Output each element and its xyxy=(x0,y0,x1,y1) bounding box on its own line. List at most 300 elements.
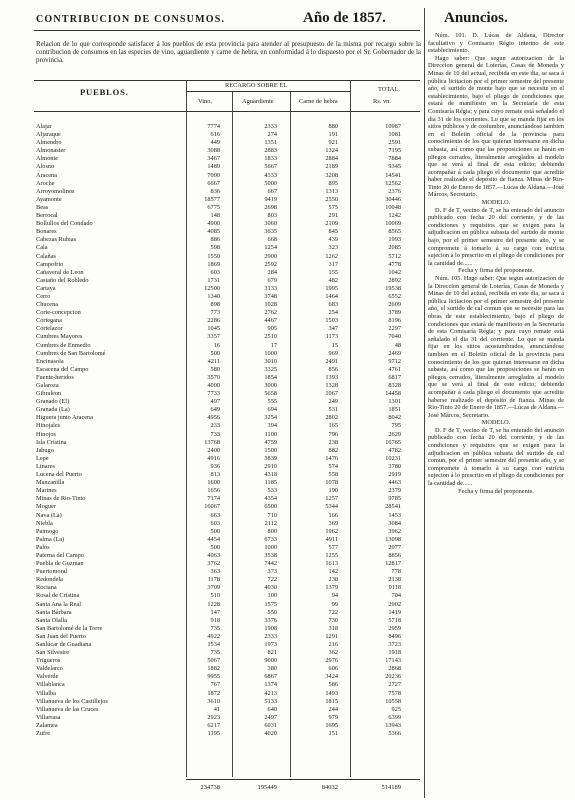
table-row xyxy=(0,325,420,333)
vino-value: 663 xyxy=(210,511,220,519)
pueblo-name: Santa Ana la Real xyxy=(36,600,81,608)
table-row xyxy=(0,479,420,487)
aguardiente-value: 1000 xyxy=(264,349,277,357)
table-top-rule xyxy=(34,80,420,81)
vino-value: 3762 xyxy=(207,560,220,568)
table-row xyxy=(0,212,420,220)
total-value: 9785 xyxy=(388,495,401,503)
table-row xyxy=(0,681,420,689)
pueblo-name: Beas xyxy=(36,203,49,211)
table-row xyxy=(0,495,420,503)
total-value: 10987 xyxy=(385,123,401,130)
aguardiente-value: 3325 xyxy=(264,365,277,373)
total-value: 8196 xyxy=(388,317,401,325)
pueblo-name: Valdelarco xyxy=(36,665,63,673)
aguardiente-value: 2333 xyxy=(264,632,277,640)
aguardiente-value: 4020 xyxy=(264,730,277,738)
total-value: 2376 xyxy=(388,187,401,195)
total-value: 3723 xyxy=(388,641,401,648)
vino-value: 6667 xyxy=(207,179,220,187)
table-row xyxy=(0,447,420,455)
recargo-rule xyxy=(186,91,350,92)
pueblo-name: San Silvestre xyxy=(36,649,70,657)
vino-value: 603 xyxy=(210,519,220,527)
vino-value: 5067 xyxy=(207,657,220,665)
total-value: 12562 xyxy=(385,179,401,187)
vino-value: 886 xyxy=(210,236,220,244)
vino-value: 735 xyxy=(210,624,220,632)
carne-value: 558 xyxy=(328,471,338,479)
table-row xyxy=(0,204,420,212)
pueblo-name: Cala xyxy=(36,244,48,252)
carne-value: 482 xyxy=(328,276,338,284)
pueblo-name: Palma (La) xyxy=(36,535,65,543)
pueblo-name: Isla Cristina xyxy=(36,438,67,446)
aguardiente-value: 3060 xyxy=(264,220,277,228)
pueblo-name: Higuera junto Aracena xyxy=(36,414,93,422)
total-value: 2469 xyxy=(388,349,401,357)
pueblo-name: Zalamea xyxy=(36,721,58,729)
carne-value: 369 xyxy=(328,519,338,527)
aguardiente-value: 1000 xyxy=(264,543,277,551)
aguardiente-value: 3748 xyxy=(264,292,277,300)
table-body xyxy=(0,123,420,738)
pueblo-name: Cortegana xyxy=(36,317,62,325)
vino-value: 4454 xyxy=(207,535,220,543)
aguardiente-value: 1575 xyxy=(264,600,277,608)
total-value: 9345 xyxy=(388,163,401,171)
announcement-1-header: Núm. 101. D. Lúcas de Aldana, Director facultativo y Comisario Régio interino de este establecimiento. xyxy=(428,32,564,55)
vino-value: 598 xyxy=(210,244,220,252)
vino-value: 7774 xyxy=(207,123,220,130)
carne-value: 249 xyxy=(328,398,338,406)
aguardiente-value: 4030 xyxy=(264,584,277,592)
aguardiente-value: 6500 xyxy=(264,503,277,511)
aguardiente-value: 668 xyxy=(267,236,277,244)
total-aguardiente: 195449 xyxy=(257,784,277,791)
total-value: 1918 xyxy=(388,649,401,657)
table-row xyxy=(0,236,420,244)
year-heading: Año de 1857. xyxy=(303,10,386,26)
aguardiente-value: 2333 xyxy=(264,123,277,130)
pueblo-name: Bonares xyxy=(36,228,57,236)
carne-value: 575 xyxy=(328,203,338,211)
aguardiente-value: 380 xyxy=(267,665,277,673)
table-row xyxy=(0,309,420,317)
pueblo-name: Alajar xyxy=(36,123,52,130)
vino-value: 1178 xyxy=(207,576,220,584)
pueblo-name: Arroyomolinos xyxy=(36,187,75,195)
table-row xyxy=(0,601,420,609)
total-value: 795 xyxy=(391,422,401,430)
pueblo-name: Escacena del Campo xyxy=(36,365,89,373)
aguardiente-value: 1973 xyxy=(264,641,277,648)
table-row xyxy=(0,342,420,350)
carne-value: 1962 xyxy=(325,527,338,535)
aguardiente-value: 3538 xyxy=(264,551,277,559)
aguardiente-value: 1100 xyxy=(264,430,277,438)
total-value: 1242 xyxy=(388,212,401,220)
table-row xyxy=(0,285,420,293)
table-row xyxy=(0,431,420,439)
pueblo-name: Calañas xyxy=(36,252,56,260)
pueblo-name: Hinojales xyxy=(36,422,61,430)
pueblo-name: Ayamonte xyxy=(36,195,62,203)
total-value: 3962 xyxy=(388,527,401,535)
pueblo-name: Rociana xyxy=(36,584,57,592)
vino-value: 767 xyxy=(210,681,220,689)
table-row xyxy=(0,714,420,722)
table-row xyxy=(0,609,420,617)
pueblo-name: Redondela xyxy=(36,576,63,584)
vino-value: 836 xyxy=(210,187,220,195)
aguardiente-value: 2592 xyxy=(264,260,277,268)
aguardiente-value: 1374 xyxy=(264,681,277,689)
carne-value: 683 xyxy=(328,301,338,309)
total-value: 925 xyxy=(391,705,401,713)
total-value: 2902 xyxy=(388,600,401,608)
carne-value: 2550 xyxy=(325,195,338,203)
pueblo-name: Moguer xyxy=(36,503,56,511)
table-row xyxy=(0,665,420,673)
pueblo-name: Lepe xyxy=(36,454,49,462)
table-row xyxy=(0,617,420,625)
carne-value: 796 xyxy=(328,430,338,438)
total-value: 3780 xyxy=(388,462,401,470)
table-row xyxy=(0,584,420,592)
pueblo-name: Niebla xyxy=(36,519,53,527)
aguardiente-value: 1854 xyxy=(264,373,277,381)
aguardiente-value: 373 xyxy=(267,568,277,576)
carne-value: 15 xyxy=(331,341,338,349)
announcement-1-body: Hago saber: Que segun autorizacion de la Direccion general de Loterías, Casas de Moneda y Minas de 10 del actual, recibida en este dia, se saca á pública licitacion por el primer semestre del presente año, el surtido de monte bajo que se necesite en el establecimiento, bajo el pliego de condiciones que estará de manifiesto en la Secretaría de esta Comisaría Régia; y para cuyo remate está señalado el dia 31 de los corrientes. Lo que se manda fijar en los sitios públicos y de costumbre, anunciándose tambien en el Boletin oficial de la provincia para conocimiento de los que quieran interesarse en dicha subasta, así como que las proposiciones se harán en pliegos cerrados, literalmente arreglados al modelo que se verá al final de esta edicto; debiendo acompañar á cada pliego el documento que acredite haber realizado el depósito de fianza. Minas de Rio-Tinto 20 de Enero de 1857.—Lúcas de Aldana.—José Márcos, Secretario. xyxy=(428,54,564,199)
vino-value: 4063 xyxy=(207,551,220,559)
carne-value: 151 xyxy=(328,730,338,738)
total-value: 2609 xyxy=(388,301,401,309)
carne-value: 845 xyxy=(328,228,338,236)
carne-value: 1393 xyxy=(325,373,338,381)
aguardiente-value: 722 xyxy=(267,576,277,584)
carne-value: 1255 xyxy=(325,551,338,559)
carne-value: 1078 xyxy=(325,479,338,487)
table-row xyxy=(0,422,420,430)
carne-value: 1464 xyxy=(325,292,338,300)
carne-value: 606 xyxy=(328,665,338,673)
pueblo-name: Cañaveral de Leon xyxy=(36,268,84,276)
total-value: 2297 xyxy=(388,325,401,333)
carne-value: 318 xyxy=(328,624,338,632)
total-value: 19538 xyxy=(385,284,401,292)
pueblo-name: San Bartolomé de la Torre xyxy=(36,624,103,632)
carne-value: 238 xyxy=(328,576,338,584)
table-row xyxy=(0,414,420,422)
carne-value: 1313 xyxy=(325,187,338,195)
vino-value: 616 xyxy=(210,131,220,139)
carne-value: 166 xyxy=(328,511,338,519)
aguardiente-value: 4318 xyxy=(264,471,277,479)
total-value: 20236 xyxy=(385,673,401,681)
carne-value: 291 xyxy=(328,212,338,220)
total-value: 28541 xyxy=(385,503,401,511)
pueblo-name: Campofrio xyxy=(36,260,64,268)
intro-paragraph: Relacion de lo que corresponde satisfacer á los pueblos de esta provincia para atender al presupuesto de la misma por recargo sobre la contribucion de consumos en las especies de vino, aguardiente y carne de hebra, en conformidad á lo dispuesto por el Sr. Gobernador de la provincia. xyxy=(36,41,421,65)
aguardiente-value: 4759 xyxy=(264,438,277,446)
aguardiente-value: 905 xyxy=(267,325,277,333)
total-value: 4782 xyxy=(388,446,401,454)
table-row xyxy=(0,374,420,382)
carne-value: 3424 xyxy=(325,673,338,681)
pueblo-name: Almonte xyxy=(36,155,59,163)
vino-value: 1340 xyxy=(207,292,220,300)
vino-value: 147 xyxy=(210,608,220,616)
pueblo-name: Cumbres Mayores xyxy=(36,333,83,341)
vino-value: 3610 xyxy=(207,697,220,705)
total-value: 1993 xyxy=(388,236,401,244)
total-value: 5718 xyxy=(388,616,401,624)
aguardiente-value: 5667 xyxy=(264,163,277,171)
carne-value: 347 xyxy=(328,325,338,333)
pueblo-name: Cerro xyxy=(36,292,51,300)
aguardiente-value: 1254 xyxy=(264,244,277,252)
header-carne: Carne de hebra xyxy=(299,98,338,105)
pueblo-name: Aroche xyxy=(36,179,55,187)
total-value: 13098 xyxy=(385,535,401,543)
vino-value: 898 xyxy=(210,301,220,309)
vino-value: 449 xyxy=(210,139,220,147)
aguardiente-value: 4213 xyxy=(264,689,277,697)
table-row xyxy=(0,131,420,139)
total-value: 1042 xyxy=(388,268,401,276)
table-row xyxy=(0,649,420,657)
vino-value: 18577 xyxy=(204,195,220,203)
carne-value: 155 xyxy=(328,268,338,276)
total-value: 2077 xyxy=(388,543,401,551)
vino-value: 3088 xyxy=(207,147,220,155)
table-row xyxy=(0,188,420,196)
pueblo-name: Villablanca xyxy=(36,681,65,689)
aguardiente-value: 9000 xyxy=(264,657,277,665)
table-row xyxy=(0,333,420,341)
aguardiente-value: 555 xyxy=(267,398,277,406)
total-value: 16765 xyxy=(385,438,401,446)
carne-value: 4911 xyxy=(325,535,338,543)
aguardiente-value: 2510 xyxy=(264,333,277,341)
pueblo-name: Nava (La) xyxy=(36,511,62,519)
carne-value: 2976 xyxy=(325,657,338,665)
vino-value: 603 xyxy=(210,268,220,276)
table-row xyxy=(0,512,420,520)
pueblo-name: Rosal de Cristina xyxy=(36,592,80,600)
total-value: 5712 xyxy=(388,252,401,260)
total-value: 704 xyxy=(391,592,401,600)
pueblo-name: Santa Bárbara xyxy=(36,608,72,616)
carne-value: 1995 xyxy=(325,284,338,292)
carne-value: 2884 xyxy=(325,155,338,163)
carne-value: 5344 xyxy=(325,503,338,511)
aguardiente-value: 4333 xyxy=(264,171,277,179)
table-row xyxy=(0,350,420,358)
aguardiente-value: 2900 xyxy=(264,252,277,260)
table-row xyxy=(0,406,420,414)
total-vino: 234738 xyxy=(200,784,220,791)
vino-value: 4211 xyxy=(207,357,220,365)
table-row xyxy=(0,528,420,536)
aguardiente-value: 6733 xyxy=(264,535,277,543)
total-value: 1419 xyxy=(388,608,401,616)
carne-value: 1503 xyxy=(325,317,338,325)
announcements-column xyxy=(428,32,564,495)
total-value: 14541 xyxy=(385,171,401,179)
carne-value: 882 xyxy=(328,446,338,454)
pueblo-name: Villanueva de los Castillejos xyxy=(36,697,108,705)
aguardiente-value: 17 xyxy=(270,341,277,349)
vino-value: 13768 xyxy=(204,438,220,446)
vino-value: 580 xyxy=(210,365,220,373)
pueblo-name: Chucena xyxy=(36,301,59,309)
aguardiente-value: 1028 xyxy=(264,301,277,309)
table-row xyxy=(0,180,420,188)
pueblo-name: Hinojos xyxy=(36,430,56,438)
model-1-signature: Fecha y firma del proponente. xyxy=(458,267,534,275)
total-value: 8328 xyxy=(388,382,401,389)
vino-value: 1228 xyxy=(207,600,220,608)
carne-value: 969 xyxy=(328,349,338,357)
carne-value: 1291 xyxy=(325,632,338,640)
aguardiente-value: 3635 xyxy=(264,228,277,236)
carne-value: 254 xyxy=(328,309,338,317)
table-row xyxy=(0,439,420,447)
carne-value: 2109 xyxy=(325,220,338,228)
model-2-body: D. F de T, vecino de T, se ha enterado del anuncio publicado con fecha 20 del corriente, y de las condiciones y requisitos que se exigen para la adjudicacion en pública subasta del surtido de cal comun, por el primer semestre del presente año, y se compromete á tomarlo á su cargo con estricta sujecion á lo prescrito en el pliego de condiciones por la cantidad de...... xyxy=(428,426,564,488)
pueblo-name: Cumbres de San Bartolomé xyxy=(36,349,106,357)
total-value: 4778 xyxy=(388,260,401,268)
total-value: 10231 xyxy=(385,454,401,462)
table-row xyxy=(0,698,420,706)
model-1-title: MODELO. xyxy=(481,199,511,207)
aguardiente-value: 6031 xyxy=(264,721,277,729)
pueblo-name: Villarrasa xyxy=(36,713,61,721)
aguardiente-value: 2698 xyxy=(264,203,277,211)
table-row xyxy=(0,253,420,261)
carne-value: 531 xyxy=(328,406,338,414)
aguardiente-value: 5658 xyxy=(264,390,277,398)
aguardiente-value: 2112 xyxy=(264,519,277,527)
vino-value: 4085 xyxy=(207,228,220,236)
aguardiente-value: 3000 xyxy=(264,382,277,389)
table-row xyxy=(0,544,420,552)
vino-value: 735 xyxy=(210,649,220,657)
aguardiente-value: 2762 xyxy=(264,309,277,317)
vino-value: 363 xyxy=(210,568,220,576)
pueblo-name: Valverde xyxy=(36,673,59,681)
table-row xyxy=(0,358,420,366)
vino-value: 3570 xyxy=(207,373,220,381)
header-pueblos: PUEBLOS. xyxy=(80,87,129,97)
total-value: 7195 xyxy=(388,147,401,155)
pueblo-name: Villalba xyxy=(36,689,56,697)
table-row xyxy=(0,560,420,568)
pueblo-name: San Juan del Puerto xyxy=(36,632,86,640)
carne-value: 216 xyxy=(328,641,338,648)
announcements-heading: Anuncios. xyxy=(444,10,508,26)
pueblo-name: Fuente-heridos xyxy=(36,373,74,381)
aguardiente-value: 100 xyxy=(267,592,277,600)
pueblo-name: Minas de Rio-Tinto xyxy=(36,495,86,503)
vino-value: 6217 xyxy=(207,721,220,729)
pueblo-name: Jabugo xyxy=(36,446,54,454)
aguardiente-value: 710 xyxy=(267,511,277,519)
table-row xyxy=(0,269,420,277)
pueblo-name: Marines xyxy=(36,487,57,495)
total-value: 8496 xyxy=(388,632,401,640)
vino-value: 2286 xyxy=(207,317,220,325)
aguardiente-value: 2497 xyxy=(264,713,277,721)
carne-value: 439 xyxy=(328,236,338,244)
table-row xyxy=(0,155,420,163)
table-row xyxy=(0,552,420,560)
vino-value: 233 xyxy=(210,422,220,430)
total-value: 1851 xyxy=(388,406,401,414)
carne-value: 1324 xyxy=(325,147,338,155)
table-row xyxy=(0,536,420,544)
aguardiente-value: 1833 xyxy=(264,155,277,163)
pueblo-name: Cumbres de Enmedio xyxy=(36,341,91,349)
total-value: 10558 xyxy=(385,697,401,705)
vino-value: 41 xyxy=(213,705,220,713)
vino-value: 500 xyxy=(210,349,220,357)
table-row xyxy=(0,123,420,131)
carne-value: 362 xyxy=(328,649,338,657)
carne-value: 1476 xyxy=(325,454,338,462)
pueblo-name: Linares xyxy=(36,462,55,470)
total-value: 7578 xyxy=(388,689,401,697)
vino-value: 16067 xyxy=(204,503,220,511)
vino-value: 497 xyxy=(210,398,220,406)
table-row xyxy=(0,503,420,511)
model-2-signature: Fecha y firma del proponente. xyxy=(458,487,534,495)
total-value: 4761 xyxy=(388,365,401,373)
total-value: 10069 xyxy=(385,220,401,228)
total-value: 7884 xyxy=(388,155,401,163)
aguardiente-value: 550 xyxy=(267,608,277,616)
aguardiente-value: 5000 xyxy=(264,179,277,187)
model-2-title: MODELO. xyxy=(481,419,511,427)
pueblo-name: Encinasola xyxy=(36,357,64,365)
table-row xyxy=(0,172,420,180)
vino-value: 2400 xyxy=(207,446,220,454)
vino-value: 1872 xyxy=(207,689,220,697)
total-value: 2919 xyxy=(388,471,401,479)
total-value: 2591 xyxy=(388,139,401,147)
total-value: 6817 xyxy=(388,373,401,381)
aguardiente-value: 5133 xyxy=(264,697,277,705)
pueblo-name: Berrocal xyxy=(36,212,58,220)
table-row xyxy=(0,147,420,155)
pueblo-name: Castaño del Robledo xyxy=(36,276,89,284)
total-value: 7040 xyxy=(388,333,401,341)
pueblo-name: Sanlúcar de Guadiana xyxy=(36,641,92,648)
vino-value: 1731 xyxy=(207,276,220,284)
pueblo-name: Manzanilla xyxy=(36,479,65,487)
total-value: 17143 xyxy=(385,657,401,665)
table-row xyxy=(0,657,420,665)
pueblo-name: Zufre xyxy=(36,730,50,738)
header-vino: Vino. xyxy=(198,98,212,105)
table-row xyxy=(0,220,420,228)
total-value: 13943 xyxy=(385,721,401,729)
pueblo-name: Bollullos del Condado xyxy=(36,220,93,228)
table-row xyxy=(0,382,420,390)
